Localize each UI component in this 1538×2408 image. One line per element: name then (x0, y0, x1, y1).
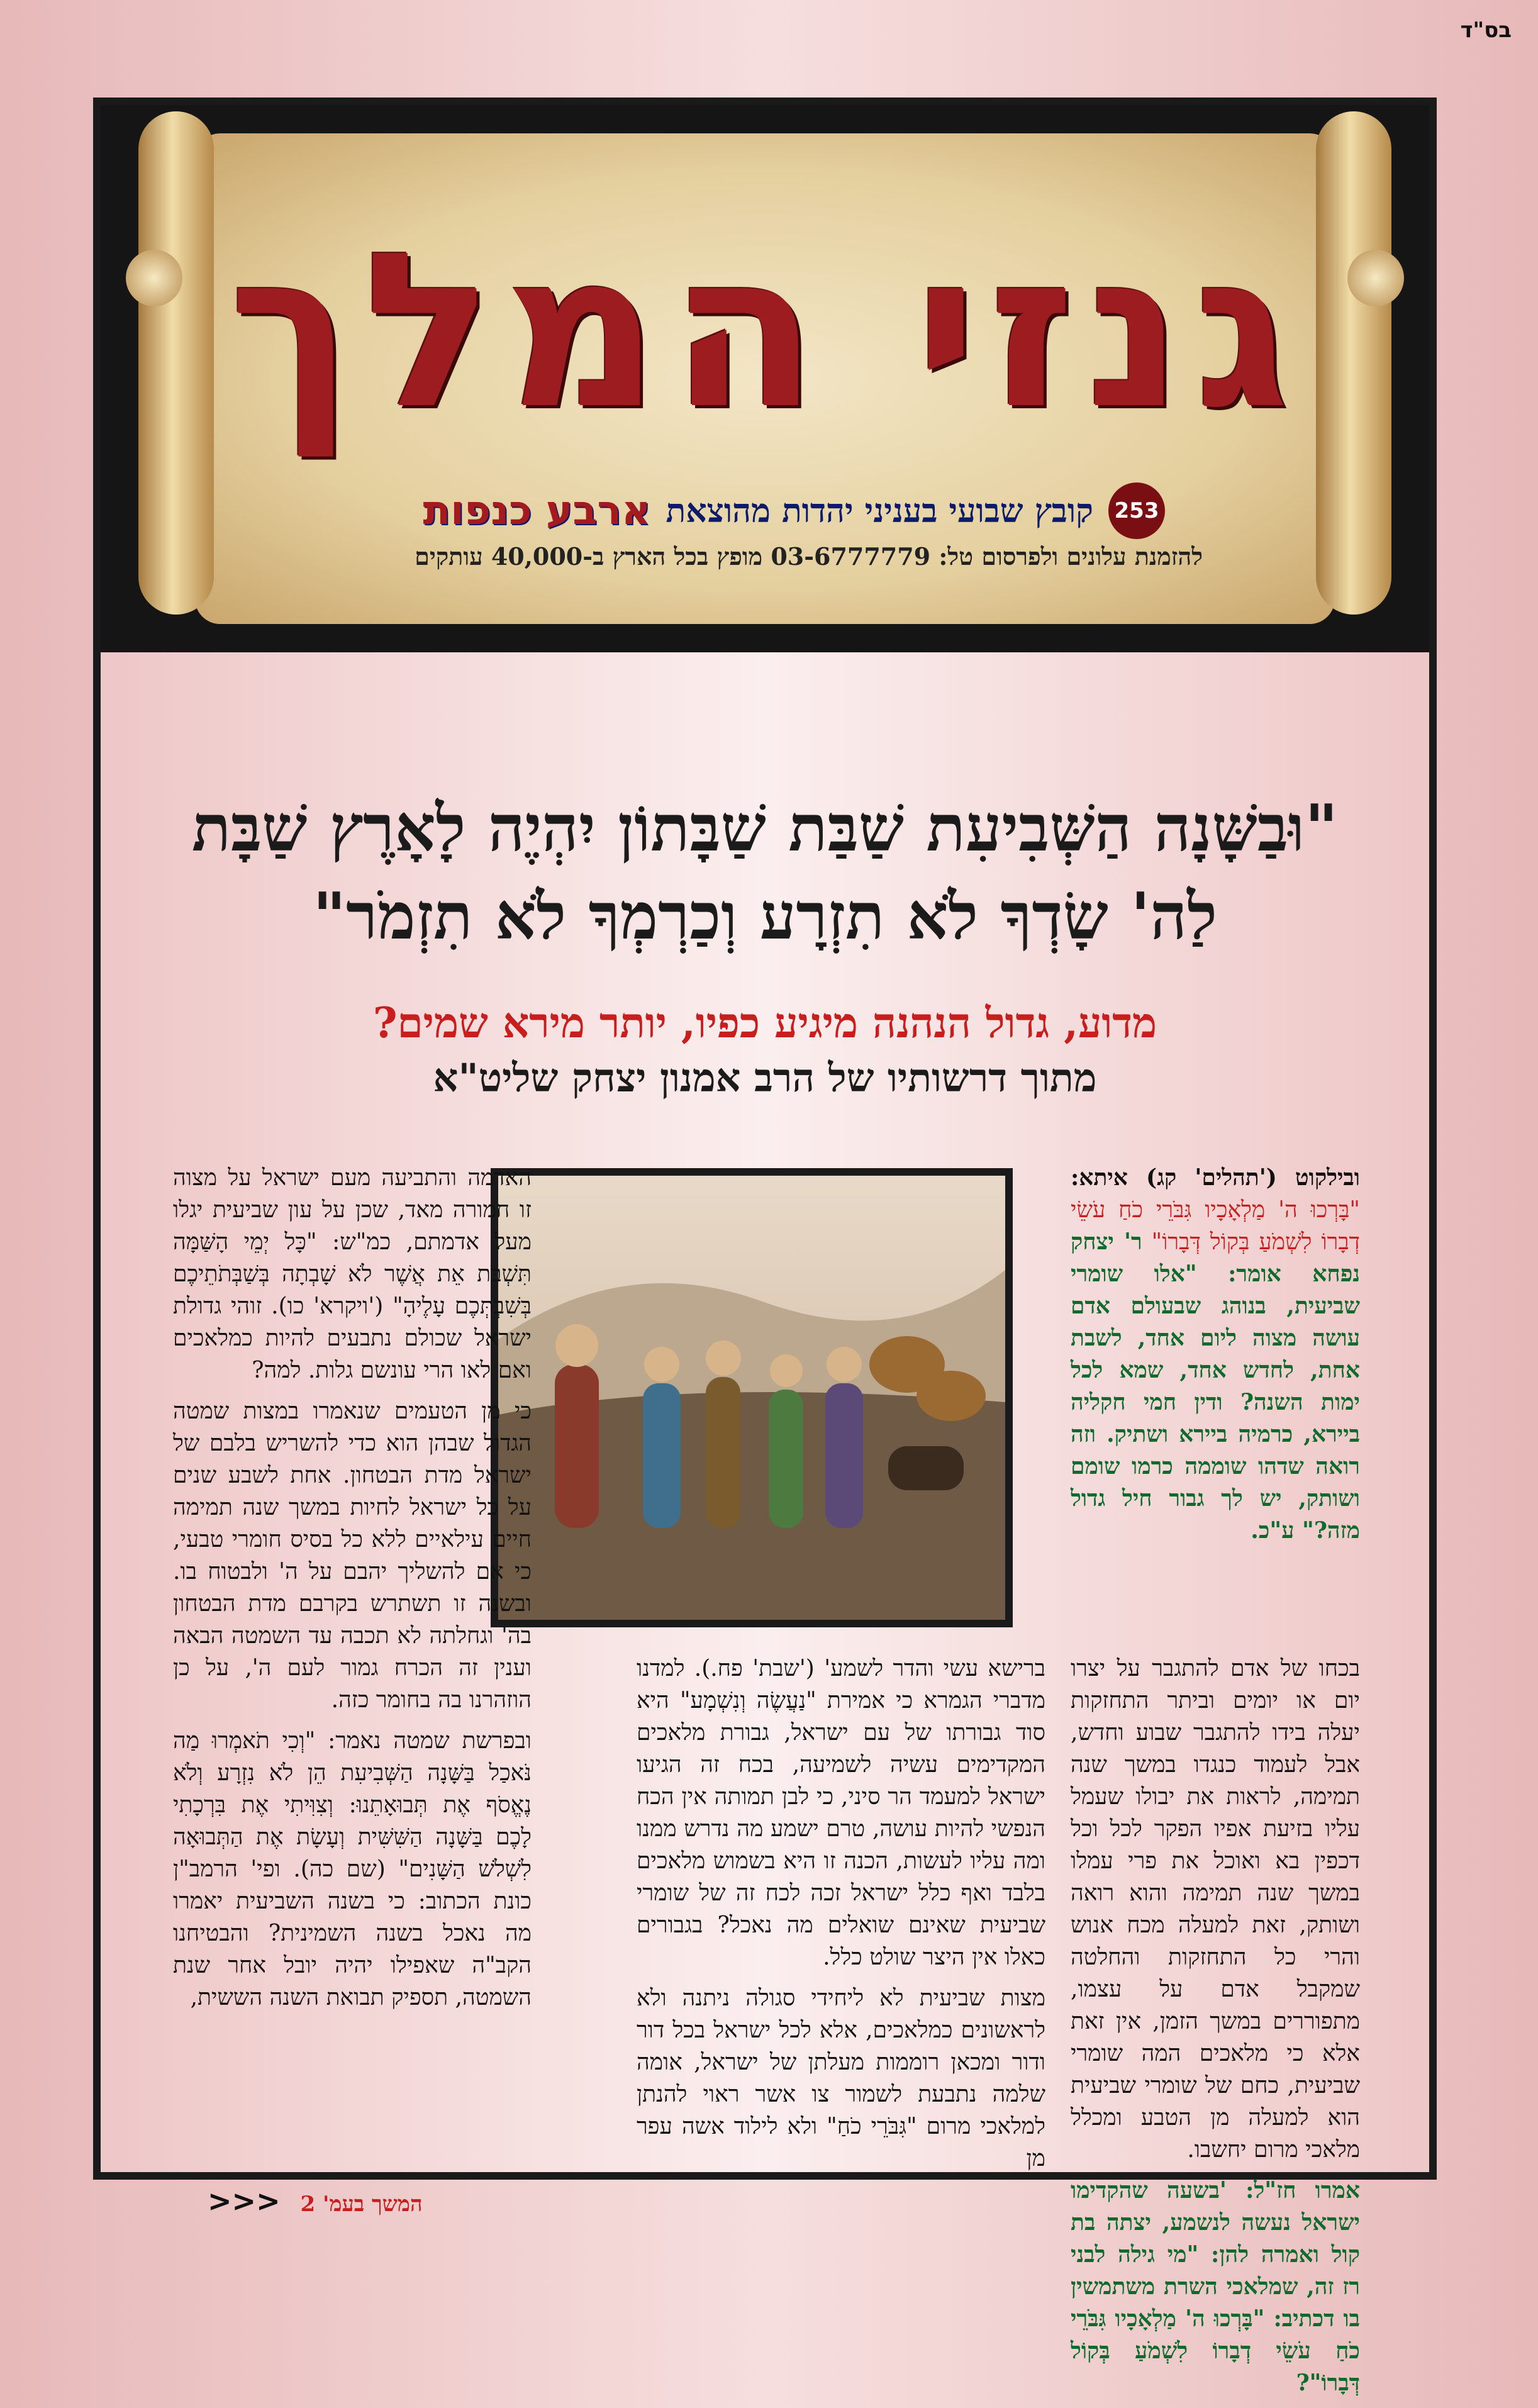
paragraph: בכחו של אדם להתגבר על יצרו יום או יומים וביתר התחזקות יעלה בידו להתגבר שבוע וחדש, אבל לעמוד כנגדו במשך שנה תמימה, לראות את יבולו שעמל עליו בזיעת אפיו הפקר לכל וכל דכפין בא ואוכל את פרי עמלו במשך שנה תמימה והוא רואה ושותק, זאת למעלה מכח אנוש והרי כל התחזקות והחלטה שמקבל אדם על עצמו, מתפוררים במשך הזמן, אין זאת אלא כי מלאכים המה שומרי שביעית, כחם של שומרי שביעית הוא למעלה מן הטבע ומכלל מלאכי מרום יחשבו. (1071, 1656, 1360, 2163)
masthead-tagline: קובץ שבועי בעניני יהדות מהוצאת (666, 491, 1093, 530)
column-right-top (1071, 1162, 1360, 1556)
continue-arrows-icon: <<< (208, 2184, 281, 2218)
paragraph: האדמה והתביעה מעם ישראל על מצוה זו חמורה מאד, שכן על עון שביעית יגלו מעל אדמתם, כמ"ש: "כָּל יְמֵי הָשַּׁמָּה תִּשְׁבֹּת אֵת אֲשֶׁר לֹא שָׁבְתָה בְּשַׁבְּתֹתֵיכֶם בְּשִׁבְתְּכֶם עָלֶיהָ" ('ויקרא' כו). זוהי גדולת ישראל שכולם נתבעים להיות כמלאכים ואם לאו הרי עונשם גלות. למה? (173, 1165, 532, 1383)
column-middle (637, 1653, 1045, 2183)
article-illustration (491, 1168, 1013, 1627)
paragraph: כי מן הטעמים שנאמרו במצות שמטה הגדול שבהן הוא כדי להשריש בלבם של ישראל מדת הבטחון. אחת לשבע שנים על כל ישראל לחיות במשך שנה תמימה חיים עילאיים ללא כל בסיס חומרי טבעי, כי אם להשליך יהבם על ה' ולבטוח בו. ובשנה זו תשתרש בקרבם מדת הבטחון בה' וגחלתה לא תכבה עד השמטה הבאה וענין זה הכרח גמור לעם ה', על כן הוזהרנו בה בחומר כזה. (173, 1398, 532, 1713)
paragraph: מצות שביעית לא ליחידי סגולה ניתנה ולא לראשונים כמלאכים, אלא לכל ישראל בכל דור ודור ומכאן רוממות מעלתן של ישראל, אומה שלמה נתבעת לשמור צו אשר ראוי להנתן למלאכי מרום "גִּבֹּרֵי כֹחַ" ולא לילוד אשה עפר מן (637, 1985, 1045, 2171)
continued-text: המשך בעמ' 2 (300, 2192, 423, 2217)
paragraph: ברישא עשי והדר לשמע' ('שבת' פח.). למדנו מדברי הגמרא כי אמירת "נַעֲשֶׂה וְנִשְׁמָע" היא סוד גבורתו של עם ישראל, גבורת מלאכים המקדימים עשיה לשמיעה, בכח זה הגיעו ישראל למעמד הר סיני, כי לבן תמותה אין הכח הנפשי להיות עושה, טרם ישמע מה נדרש ממנו ומה עליו לעשות, הכנה זו היא בשמוש מלאכים בלבד ואף כלל ישראל זכה לכח זה של שומרי שביעית שאינם שואלים מה נאכל? בגבורים כאלו אין היצר שולט כלל. (637, 1656, 1045, 1970)
headline-line-1: "וּבַשָּׁנָה הַשְּׁבִיעִת שַׁבַּת שַׁבָּתוֹן יִהְיֶה לָאָרֶץ שַׁבָּת (191, 791, 1339, 866)
article-byline: מתוך דרשותיו של הרב אמנון יצחק שליט"א (433, 1055, 1097, 1101)
issue-number-badge: 253 (1108, 482, 1165, 539)
page-frame (93, 98, 1437, 2396)
publisher-logo: ארבע כנפות (423, 488, 651, 534)
article-headline (176, 784, 1354, 961)
desert-procession-image (498, 1176, 1005, 1620)
verse-quote: "בָּרְכוּ ה' מַלְאָכָיו גִּבֹּרֵי כֹחַ עֹשֵׂי דְבָרוֹ לִשְׁמֹעַ בְּקוֹל דְּבָרוֹ" (1071, 1197, 1361, 1255)
paragraph: ובילקוט ('תהלים' קג) איתא: (1071, 1164, 1360, 1191)
masthead-subline (423, 482, 1165, 539)
article-question: מדוע, גדול הנהנה מיגיע כפיו, יותר מירא שמים? (372, 998, 1157, 1047)
masthead (101, 105, 1429, 652)
contact-info: להזמנת עלונים ולפרסום טל: 03-6777779 מופץ בכל הארץ ב-40,000 עותקים (415, 542, 1203, 571)
column-right-bottom (1071, 1653, 1360, 2408)
column-left (173, 1162, 532, 2022)
headline-line-2: לַה' שָׂדְךָ לֹא תִזְרָע וְכַרְמְךָ לֹא תִזְמֹר" (313, 879, 1217, 954)
page-corner-label: בס"ד (1460, 18, 1512, 43)
paragraph: אמרו חז"ל: 'בשעה שהקדימו ישראל נעשה לנשמע, יצתה בת קול ואמרה להן: "מי גילה לבני רז זה, שמלאכי השרת משתמשין בו דכתיב: "בָּרְכוּ ה' מַלְאָכָיו גִּבֹּרֵי כֹחַ עֹשֵׂי דְבָרוֹ לִשְׁמֹעַ בְּקוֹל דְּבָרוֹ"? (1071, 2177, 1360, 2396)
paragraph: ובפרשת שמטה נאמר: "וְכִי תֹאמְרוּ מַה נֹּאכַל בַּשָּׁנָה הַשְּׁבִיעִת הֵן לֹא נִזְרָע וְלֹא נֶאֱסֹף אֶת תְּבוּאָתֵנוּ: וְצִוִּיתִי אֶת בִּרְכָתִי לָכֶם בַּשָּׁנָה הַשִּׁשִּׁית וְעָשָׂת אֶת הַתְּבוּאָה לִשְׁלֹשׁ הַשָּׁנִים" (שם כה). ופי' הרמב"ן כונת הכתוב: כי בשנה השביעית יאמרו מה נאכל בשנה השמינית? והבטיחנו הקב"ה שאפילו יהיה יובל אחר שנת השמטה, תספיק תבואת השנה הששית, (173, 1728, 532, 2010)
masthead-title: גנזי המלך (228, 207, 1301, 456)
paragraph: ר' יצחק נפחא אומר: "אלו שומרי שביעית, בנוהג שבעולם אדם עושה מצוה ליום אחד, לשבת אחת, לחדש אחד, שמא לכל ימות השנה? ודין חמי חקליה ביירא, כרמיה ביירא ושתיק. וזה רואה שדהו שוממה כרמו שומם ושותק, יש לך גבור חיל גדול מזה?" ע"כ. (1071, 1229, 1360, 1544)
continued-note (208, 2184, 423, 2218)
